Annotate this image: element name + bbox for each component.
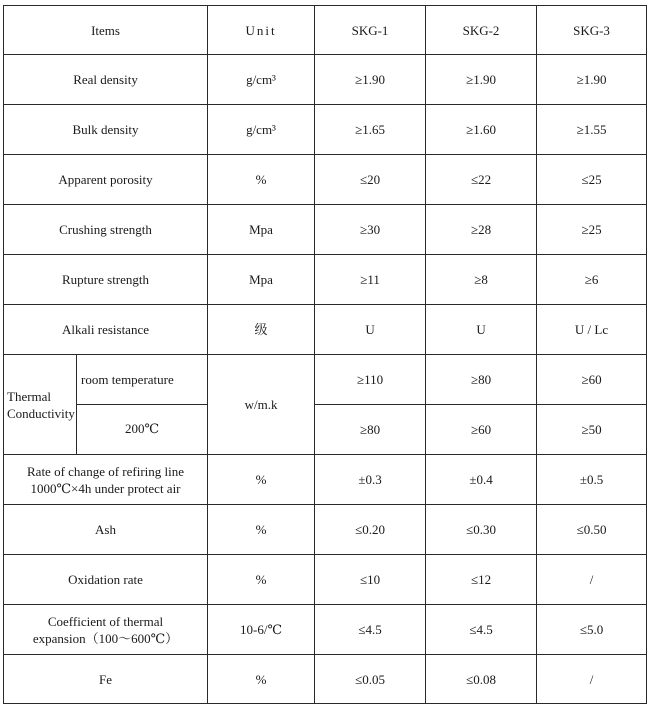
value-cell: U	[426, 305, 537, 355]
value-cell: ≤12	[426, 555, 537, 605]
value-cell: ≥80	[315, 405, 426, 455]
value-cell: ≥30	[315, 205, 426, 255]
thermal-sub-label: room temperature	[77, 355, 208, 405]
value-cell: ≤4.5	[315, 605, 426, 655]
thermal-label-line1: Thermal	[7, 388, 52, 404]
header-grade-2: SKG-2	[426, 6, 537, 55]
value-cell: ≥1.60	[426, 105, 537, 155]
value-cell: ≤22	[426, 155, 537, 205]
value-cell: ≥50	[537, 405, 647, 455]
unit-cell: %	[208, 655, 315, 704]
value-cell: ±0.3	[315, 455, 426, 505]
refiring-line1: Rate of change of refiring line	[27, 463, 185, 479]
value-cell: ≤5.0	[537, 605, 647, 655]
item-label	[4, 455, 208, 505]
value-cell: /	[537, 655, 647, 704]
value-cell: ≤10	[315, 555, 426, 605]
value-cell: ≥28	[426, 205, 537, 255]
value-cell: ≥60	[426, 405, 537, 455]
unit-cell: 级	[208, 305, 315, 355]
unit-cell: %	[208, 455, 315, 505]
unit-cell: g/cm³	[208, 55, 315, 105]
unit-cell: %	[208, 505, 315, 555]
value-cell: /	[537, 555, 647, 605]
thermal-row-200	[4, 405, 647, 455]
table-row	[4, 105, 647, 155]
value-cell: ≤0.30	[426, 505, 537, 555]
thermal-label-line2: Conductivity	[7, 405, 75, 421]
unit-cell: Mpa	[208, 205, 315, 255]
value-cell: ≤25	[537, 155, 647, 205]
value-cell: U	[315, 305, 426, 355]
item-label: Apparent porosity	[4, 155, 208, 205]
value-cell: ≥1.55	[537, 105, 647, 155]
value-cell: ≥6	[537, 255, 647, 305]
table-row	[4, 655, 647, 704]
thermal-row-room	[4, 355, 647, 405]
item-label: Crushing strength	[4, 205, 208, 255]
unit-cell: 10-6/℃	[208, 605, 315, 655]
item-label: Fe	[4, 655, 208, 704]
table-row	[4, 555, 647, 605]
value-cell: ≤0.20	[315, 505, 426, 555]
properties-table	[3, 5, 647, 704]
value-cell: ≤4.5	[426, 605, 537, 655]
item-label: Rupture strength	[4, 255, 208, 305]
value-cell: U / Lc	[537, 305, 647, 355]
value-cell: ≥60	[537, 355, 647, 405]
header-items: Items	[4, 6, 208, 55]
item-label	[4, 605, 208, 655]
value-cell: ±0.4	[426, 455, 537, 505]
value-cell: ≤0.50	[537, 505, 647, 555]
unit-cell: %	[208, 555, 315, 605]
expansion-line2: expansion（100～600℃）	[32, 630, 179, 646]
unit-cell: g/cm³	[208, 105, 315, 155]
item-label: Bulk density	[4, 105, 208, 155]
table-row	[4, 255, 647, 305]
value-cell: ≤20	[315, 155, 426, 205]
table-row	[4, 205, 647, 255]
table-row	[4, 605, 647, 655]
table-row	[4, 155, 647, 205]
value-cell: ≤0.05	[315, 655, 426, 704]
refiring-line2: 1000℃×4h under protect air	[30, 480, 181, 496]
value-cell: ±0.5	[537, 455, 647, 505]
value-cell: ≥80	[426, 355, 537, 405]
item-label: Ash	[4, 505, 208, 555]
item-label: Real density	[4, 55, 208, 105]
expansion-line1: Coefficient of thermal	[47, 613, 164, 629]
value-cell: ≥1.90	[315, 55, 426, 105]
table-row	[4, 505, 647, 555]
unit-cell: Mpa	[208, 255, 315, 305]
header-grade-3: SKG-3	[537, 6, 647, 55]
value-cell: ≥1.65	[315, 105, 426, 155]
item-label: Alkali resistance	[4, 305, 208, 355]
header-grade-1: SKG-1	[315, 6, 426, 55]
unit-cell: %	[208, 155, 315, 205]
value-cell: ≥25	[537, 205, 647, 255]
thermal-conductivity-label	[4, 355, 77, 455]
value-cell: ≥110	[315, 355, 426, 405]
header-row	[4, 6, 647, 55]
value-cell: ≥11	[315, 255, 426, 305]
table-row	[4, 305, 647, 355]
value-cell: ≥8	[426, 255, 537, 305]
item-label: Oxidation rate	[4, 555, 208, 605]
header-unit: Unit	[208, 6, 315, 55]
table-row	[4, 55, 647, 105]
thermal-unit: w/m.k	[208, 355, 315, 455]
table-row	[4, 455, 647, 505]
value-cell: ≥1.90	[537, 55, 647, 105]
value-cell: ≤0.08	[426, 655, 537, 704]
value-cell: ≥1.90	[426, 55, 537, 105]
thermal-sub-label: 200℃	[77, 405, 208, 455]
